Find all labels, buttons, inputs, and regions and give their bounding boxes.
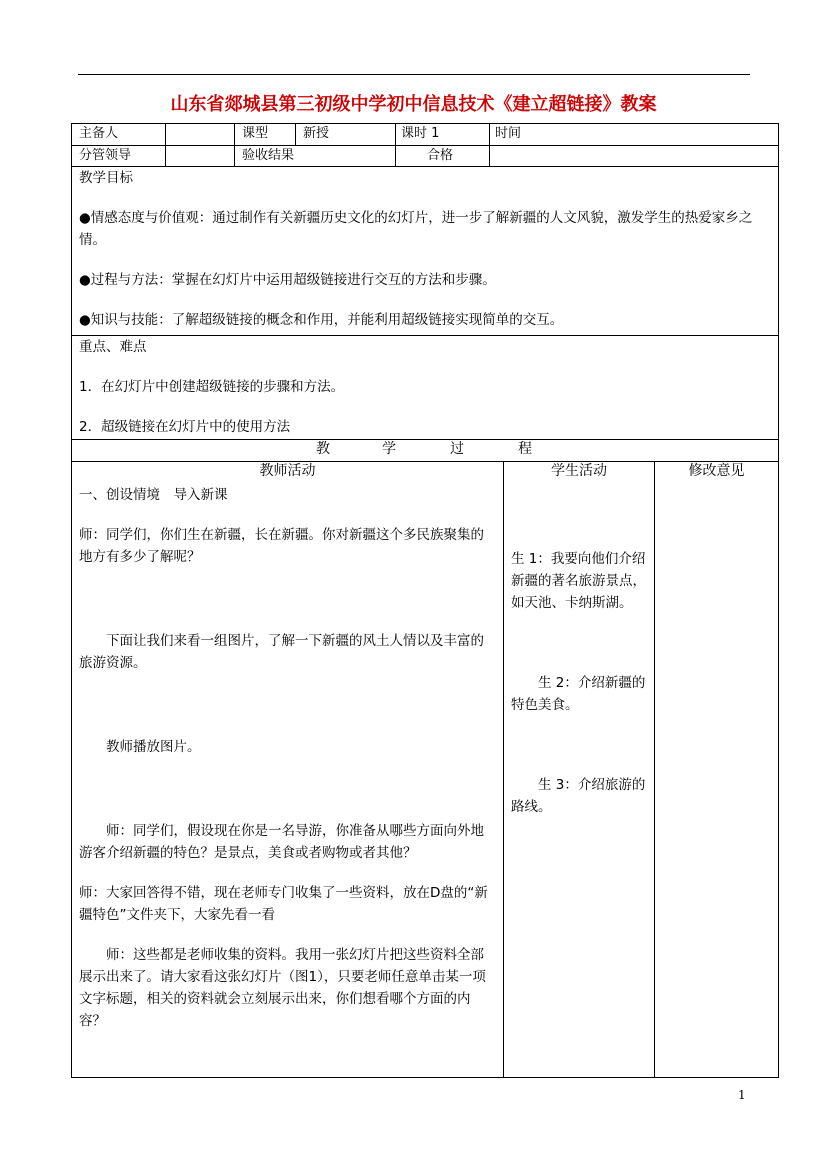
objective-knowledge: ●知识与技能：了解超级链接的概念和作用，并能利用超级链接实现简单的交互。 [79, 312, 564, 328]
document-title: 山东省郯城县第三初级中学初中信息技术《建立超链接》教案 [170, 94, 657, 115]
teacher-paragraph-5: 师：大家回答得不错，现在老师专门收集了一些资料，放在D盘的“新疆特色”文件夹下，大家先看一看 [79, 885, 488, 923]
section-heading: 一、创设情境 导入新课 [79, 487, 228, 503]
process-char-1: 教 [316, 441, 330, 457]
teacher-paragraph-3: 教师播放图片。 [106, 739, 201, 755]
student-response-1: 生 1：我要向他们介绍新疆的著名旅游景点，如天池、卡纳斯湖。 [511, 551, 646, 611]
value-lesson-type: 新授 [303, 126, 330, 141]
label-acceptance-result: 验收结果 [242, 148, 295, 163]
process-char-4: 程 [518, 441, 532, 457]
teacher-paragraph-2: 下面让我们来看一组图片，了解一下新疆的风土人情以及丰富的旅游资源。 [79, 633, 484, 671]
label-lesson-type: 课型 [242, 126, 269, 141]
value-acceptance-result: 合格 [427, 148, 454, 163]
top-rule [78, 74, 750, 75]
teacher-paragraph-4: 师：同学们，假设现在你是一名导游，你准备从哪些方面向外地游客介绍新疆的特色？是景点，美食或者购物或者其他？ [79, 823, 484, 861]
key-points [79, 336, 769, 438]
objectives-heading: 教学目标 [79, 170, 133, 186]
key-point-1: 1．在幻灯片中创建超级链接的步骤和方法。 [79, 379, 345, 395]
teaching-objectives [79, 167, 769, 331]
key-point-2: 2．超级链接在幻灯片中的使用方法 [79, 419, 291, 435]
objective-emotion: ●情感态度与价值观：通过制作有关新疆历史文化的幻灯片，进一步了解新疆的人文风貌，激发学生的热爱家乡之情。 [79, 210, 753, 248]
teacher-activity-content [79, 484, 497, 1032]
objective-process: ●过程与方法：掌握在幻灯片中运用超级链接进行交互的方法和步骤。 [79, 272, 496, 288]
label-supervisor: 分管领导 [79, 148, 132, 163]
teacher-paragraph-6: 师：这些都是老师收集的资料。我用一张幻灯片把这些资料全部展示出来了。请大家看这张幻灯片（图1），只要老师任意单击某一项文字标题，相关的资料就会立刻展示出来，你们想看哪个方面的内容？ [79, 947, 486, 1029]
student-activity-content [511, 548, 649, 818]
label-lead-preparer: 主备人 [79, 126, 119, 141]
student-response-2: 生 2：介绍新疆的特色美食。 [511, 675, 646, 713]
col-teacher-activity: 教师活动 [259, 463, 316, 479]
teacher-paragraph-1: 师：同学们，你们生在新疆，长在新疆。你对新疆这个多民族聚集的地方有多少了解呢？ [79, 527, 484, 565]
col-student-activity: 学生活动 [551, 463, 607, 479]
process-char-2: 学 [382, 441, 396, 457]
key-points-heading: 重点、难点 [79, 339, 147, 355]
process-char-3: 过 [450, 441, 464, 457]
label-period: 课时 1 [401, 126, 440, 141]
col-revision-notes: 修改意见 [688, 463, 745, 479]
label-time: 时间 [495, 126, 522, 141]
page-number: 1 [738, 1088, 746, 1102]
student-response-3: 生 3：介绍旅游的路线。 [511, 777, 646, 815]
